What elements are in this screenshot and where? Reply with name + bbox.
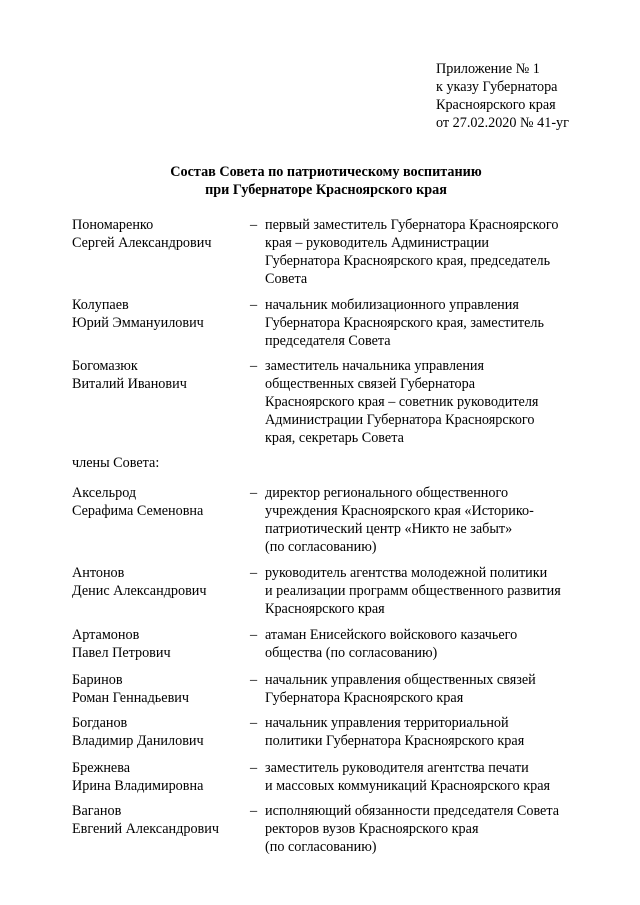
person-role (265, 626, 595, 662)
role-line: патриотический центр «Никто не забыт» (265, 521, 513, 537)
role-line: Губернатора Красноярского края, председатель (265, 253, 551, 269)
annex-line: от 27.02.2020 № 41-уг (436, 115, 569, 131)
role-line: руководитель агентства молодежной политики (265, 565, 548, 581)
title-line: Состав Совета по патриотическому воспитанию (170, 164, 482, 180)
person-name (72, 802, 247, 838)
document-title (0, 163, 640, 199)
dash-separator: – (250, 672, 258, 688)
role-line: общественных связей Губернатора (265, 376, 476, 392)
person-name (72, 357, 247, 393)
surname: Аксельрод (72, 485, 137, 501)
role-line: начальник управления общественных связей (265, 672, 536, 688)
role-line: первый заместитель Губернатора Красноярского (265, 217, 559, 233)
dash-separator: – (250, 715, 258, 731)
surname: Антонов (72, 565, 125, 581)
person-role (265, 759, 595, 795)
surname: Брежнева (72, 760, 131, 776)
members-label: члены Совета: (72, 455, 160, 471)
person-name (72, 714, 247, 750)
annex-block (436, 60, 636, 132)
role-line: учреждения Красноярского края «Историко- (265, 503, 534, 519)
role-line: Совета (265, 271, 308, 287)
role-line: Красноярского края (265, 601, 385, 617)
role-line: Губернатора Красноярского края (265, 690, 464, 706)
person-role (265, 357, 595, 447)
person-name (72, 671, 247, 707)
role-line: заместитель начальника управления (265, 358, 485, 374)
given-names: Ирина Владимировна (72, 778, 204, 794)
surname: Пономаренко (72, 217, 154, 233)
title-line: при Губернаторе Красноярского края (205, 182, 447, 198)
given-names: Роман Геннадьевич (72, 690, 189, 706)
person-role (265, 564, 595, 618)
role-line: Красноярского края – советник руководителя (265, 394, 539, 410)
role-line: (по согласованию) (265, 539, 377, 555)
dash-separator: – (250, 760, 258, 776)
person-role (265, 296, 595, 350)
person-role (265, 484, 595, 556)
role-line: края – руководитель Администрации (265, 235, 490, 251)
person-name (72, 216, 247, 252)
given-names: Евгений Александрович (72, 821, 219, 837)
person-name (72, 484, 247, 520)
given-names: Серафима Семеновна (72, 503, 204, 519)
dash-separator: – (250, 297, 258, 313)
role-line: (по согласованию) (265, 839, 377, 855)
given-names: Владимир Данилович (72, 733, 204, 749)
role-line: ректоров вузов Красноярского края (265, 821, 479, 837)
given-names: Юрий Эммануилович (72, 315, 204, 331)
role-line: исполняющий обязанности председателя Совета (265, 803, 560, 819)
person-role (265, 671, 595, 707)
role-line: и реализации программ общественного развития (265, 583, 561, 599)
dash-separator: – (250, 485, 258, 501)
surname: Артамонов (72, 627, 140, 643)
given-names: Денис Александрович (72, 583, 207, 599)
dash-separator: – (250, 803, 258, 819)
given-names: Сергей Александрович (72, 235, 212, 251)
annex-line: к указу Губернатора (436, 79, 558, 95)
surname: Ваганов (72, 803, 122, 819)
dash-separator: – (250, 565, 258, 581)
surname: Богомазюк (72, 358, 138, 374)
surname: Богданов (72, 715, 128, 731)
role-line: заместитель руководителя агентства печати (265, 760, 529, 776)
role-line: общества (по согласованию) (265, 645, 438, 661)
role-line: Губернатора Красноярского края, заместитель (265, 315, 544, 331)
person-role (265, 802, 595, 856)
annex-line: Приложение № 1 (436, 61, 540, 77)
role-line: директор регионального общественного (265, 485, 509, 501)
role-line: Администрации Губернатора Красноярского (265, 412, 535, 428)
role-line: атаман Енисейского войскового казачьего (265, 627, 518, 643)
person-role (265, 714, 595, 750)
given-names: Виталий Иванович (72, 376, 187, 392)
role-line: политики Губернатора Красноярского края (265, 733, 525, 749)
role-line: начальник управления территориальной (265, 715, 509, 731)
dash-separator: – (250, 358, 258, 374)
surname: Колупаев (72, 297, 129, 313)
role-line: края, секретарь Совета (265, 430, 404, 446)
dash-separator: – (250, 217, 258, 233)
person-name (72, 296, 247, 332)
person-name (72, 626, 247, 662)
annex-line: Красноярского края (436, 97, 556, 113)
role-line: председателя Совета (265, 333, 391, 349)
person-role (265, 216, 595, 288)
person-name (72, 564, 247, 600)
dash-separator: – (250, 627, 258, 643)
role-line: начальник мобилизационного управления (265, 297, 519, 313)
given-names: Павел Петрович (72, 645, 171, 661)
person-name (72, 759, 247, 795)
role-line: и массовых коммуникаций Красноярского края (265, 778, 551, 794)
surname: Баринов (72, 672, 123, 688)
